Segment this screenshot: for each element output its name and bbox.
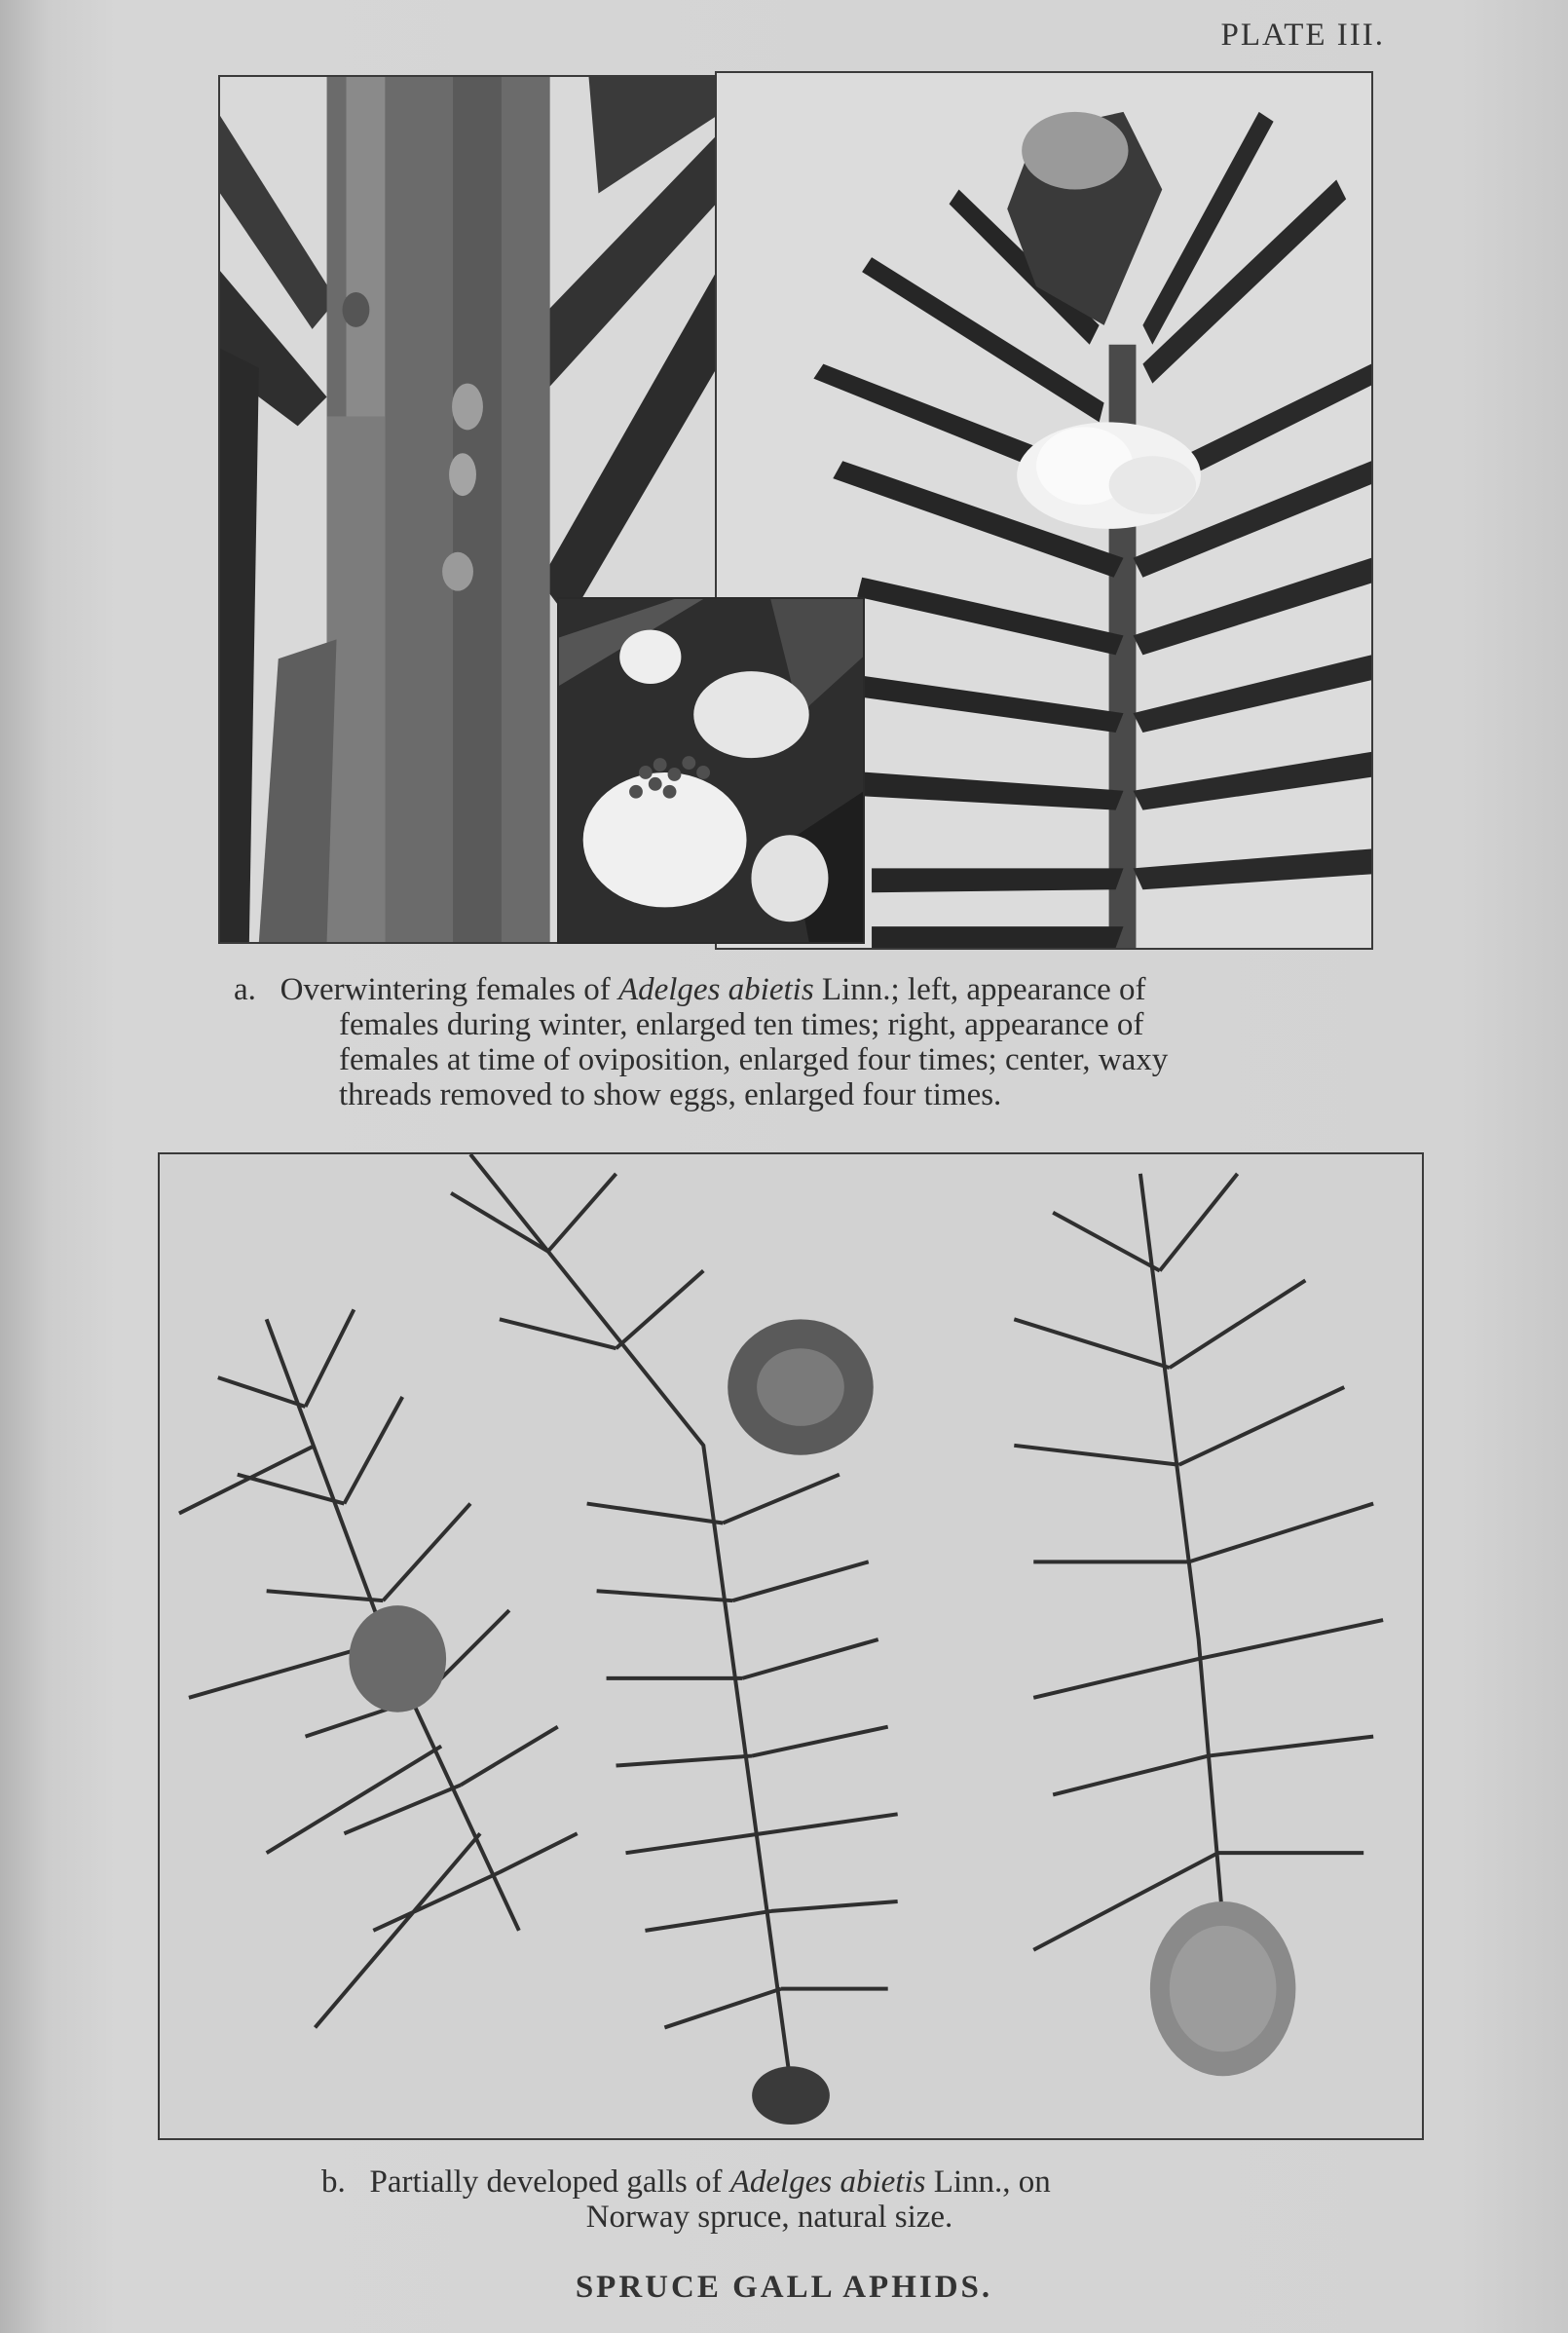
caption-b-line1-post: Linn., on xyxy=(933,2164,1051,2200)
caption-b-line2: Norway spruce, natural size. xyxy=(585,2200,953,2235)
caption-a-species: Adelges abietis xyxy=(617,972,814,1007)
caption-b-species: Adelges abietis xyxy=(729,2164,926,2200)
caption-a-letter: a. xyxy=(234,972,256,1007)
caption-b xyxy=(321,2164,1295,2235)
caption-a-line3: females at time of oviposition, enlarged four times; center, waxy xyxy=(339,1042,1169,1077)
plate-label: PLATE III. xyxy=(1220,18,1385,53)
photo-b-spruce-galls xyxy=(158,1152,1424,2140)
caption-b-line1-pre: Partially developed galls of xyxy=(369,2164,723,2200)
caption-a-line1-post: Linn.; left, appearance of xyxy=(821,972,1146,1007)
caption-a xyxy=(234,972,1363,1112)
caption-a-line2: females during winter, enlarged ten times; right, appearance of xyxy=(339,1007,1144,1042)
caption-a-line1-pre: Overwintering females of xyxy=(280,972,611,1007)
caption-a-line4: threads removed to show eggs, enlarged four times. xyxy=(339,1077,1002,1112)
caption-b-letter: b. xyxy=(321,2164,346,2200)
plate-title: SPRUCE GALL APHIDS. xyxy=(575,2270,993,2305)
photo-a-center-inset xyxy=(557,597,865,944)
